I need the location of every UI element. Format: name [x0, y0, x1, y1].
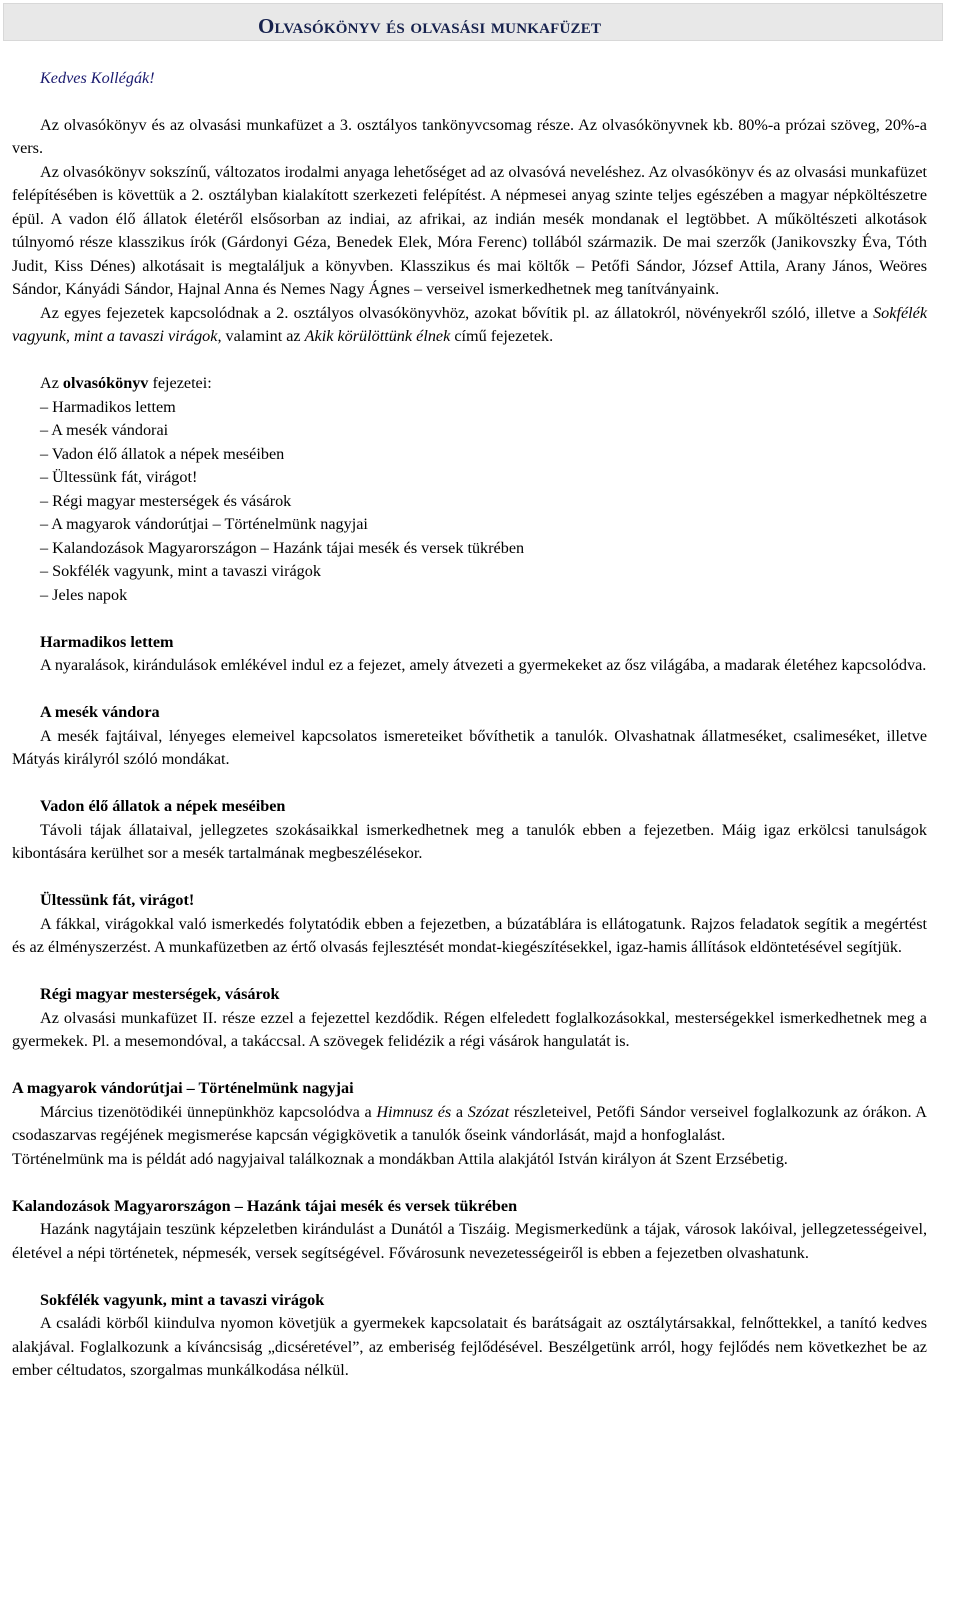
intro-paragraph-2: Az olvasókönyv sokszínű, változatos irodalmi anyaga lehetőséget ad az olvasóvá neveléshez. Az olvasókönyv és az olvasási munkafüzet felépítésében is követtük a 2. osztályban kialakított szerkezeti felépítést. A népmesei anyag szinte teljes egészében a magyar népköltészetre épül. A vadon élő állatok életéről elsősorban az indiai, az afrikai, az indián mesék mondanak el legtöbbet. A műköltészeti alkotások túlnyomó része klasszikus írók (Gárdonyi Géza, Benedek Elek, Móra Ferenc) tollából származik. De mai szerzők (Janikovszky Éva, Tóth Judit, Kiss Dénes) alkotásait is megtaláljuk a könyvben. Klasszikus és mai költők – Petőfi Sándor, József Attila, Arany János, Weöres Sándor, Kányádi Sándor, Hajnal Anna és Nemes Nagy Ágnes – verseivel ismerkedhetnek meg tanítványaink.	[12, 162, 927, 298]
section-heading: A magyarok vándorútjai – Történelmünk nagyjai	[12, 1079, 354, 1097]
section-text: Hazánk nagytájain teszünk képzeletben kirándulást a Dunától a Tiszáig. Megismerkedünk a tájak, városok lakóival, jellegzetességeivel, életével a népi történetek, népmesék, versek segítségével. Fővárosunk nevezetességeiről is ebben a fejezetben olvashatunk.	[12, 1220, 927, 1262]
section-heading: Harmadikos lettem	[40, 632, 174, 651]
section-text: A mesék fajtáival, lényeges elemeivel kapcsolatos ismereteiket bővíthetik a tanulók. Olvashatnak állatmeséket, csalimeséket, illetve Mátyás királyról szóló mondákat.	[12, 726, 927, 768]
section-text: Történelmünk ma is példát adó nagyjaival találkoznak a mondákban Attila alakjától István királyon át Szent Erzsébetig.	[12, 1149, 788, 1168]
list-item: – Kalandozások Magyarországon – Hazánk tájai mesék és versek tükrében	[40, 538, 525, 557]
section-text: Az olvasási munkafüzet II. része ezzel a fejezettel kezdődik. Régen elfeledett foglalkozásokkal, mesterségekkel ismerkedhetnek meg a gyermekek. Pl. a mesemondóval, a takáccsal. A szövegek felidézik a régi vásárok hangulatát is.	[12, 1008, 927, 1050]
list-item: – Harmadikos lettem	[40, 397, 176, 416]
intro-paragraph-3: Az egyes fejezetek kapcsolódnak a 2. osztályos olvasókönyvhöz, azokat bővítik pl. az állatokról, növényekről szóló, illetve a Sokfélék vagyunk, mint a tavaszi virágok, valamint az Akik körülöttünk élnek című fejezetek.	[12, 303, 927, 345]
list-item: – Régi magyar mesterségek és vásárok	[40, 491, 292, 510]
title-citation: Sokfélék vagyunk, mint a tavaszi virágok,	[12, 303, 927, 345]
title-bar	[3, 3, 943, 41]
section-text: A családi körből kiindulva nyomon követjük a gyermekek kapcsolatait és barátságait az osztálytársakkal, felnőttekkel, a tanító kedves alakjával. Foglalkozunk a kíváncsiság „dicséretével”, az emberiség fejlődésével. Beszélgetünk arról, hogy fejlődés nem következhet be az ember céltudatos, szorgalmas munkálkodása nélkül.	[12, 1314, 927, 1379]
section-heading: Régi magyar mesterségek, vásárok	[40, 985, 280, 1003]
section-text: Március tizenötödikéi ünnepünkhöz kapcsolódva a Himnusz és a Szózat részleteivel, Petőfi Sándor verseivel foglalkozunk az órákon. A csodaszarvas regéjének megismerése kapcsán végigkövetik a tanulók őseink vándorlását, majd a honfoglalást.	[12, 1102, 927, 1144]
section-text: Távoli tájak állataival, jellegzetes szokásaikkal ismerkedhetnek meg a tanulók ebben a fejezetben. Máig igaz erkölcsi tanulságok kibontására kerülhet sor a mesék tartalmának megbeszélésekor.	[12, 820, 927, 862]
title-citation: Szózat	[467, 1102, 510, 1121]
section-text: A fákkal, virágokkal való ismerkedés folytatódik ebben a fejezetben, a búzatáblára is ellátogatunk. Rajzos feladatok segítik a megértést és az élményszerzést. A munkafüzetben az értő olvasás fejlesztését mondat-kiegészítésekkel, igaz-hamis állítások eldöntetésével segítjük.	[12, 914, 927, 956]
list-item: – Sokfélék vagyunk, mint a tavaszi virágok	[40, 562, 321, 580]
section-heading: Sokfélék vagyunk, mint a tavaszi virágok	[40, 1290, 325, 1309]
title-citation: Akik körülöttünk élnek	[304, 327, 451, 345]
greeting: Kedves Kollégák!	[40, 69, 155, 87]
list-item: – Ültessünk fát, virágot!	[40, 468, 198, 486]
list-item: – Jeles napok	[40, 585, 128, 604]
section-text: A nyaralások, kirándulások emlékével indul ez a fejezet, amely átvezeti a gyermekeket az ősz világába, a madarak életéhez kapcsolódva.	[40, 656, 927, 674]
list-item: – A magyarok vándorútjai – Történelmünk nagyjai	[40, 515, 368, 533]
document-body	[12, 67, 927, 1383]
section-heading: Ültessünk fát, virágot!	[40, 891, 195, 909]
section-heading: Kalandozások Magyarországon – Hazánk tájai mesék és versek tükrében	[12, 1196, 518, 1215]
intro-paragraph-1: Az olvasókönyv és az olvasási munkafüzet a 3. osztályos tankönyvcsomag része. Az olvasókönyvnek kb. 80%-a prózai szöveg, 20%-a vers.	[12, 115, 927, 157]
section-heading: Vadon élő állatok a népek meséiben	[40, 797, 286, 815]
chapter-list	[12, 396, 927, 608]
chapters-heading: Az olvasókönyv fejezetei:	[40, 374, 212, 392]
list-item: – Vadon élő állatok a népek meséiben	[40, 444, 285, 463]
list-item: – A mesék vándorai	[40, 421, 169, 439]
section-heading: A mesék vándora	[40, 703, 160, 721]
title-citation: Himnusz és	[376, 1102, 452, 1121]
document-title: Olvasókönyv és olvasási munkafüzet	[258, 14, 602, 38]
